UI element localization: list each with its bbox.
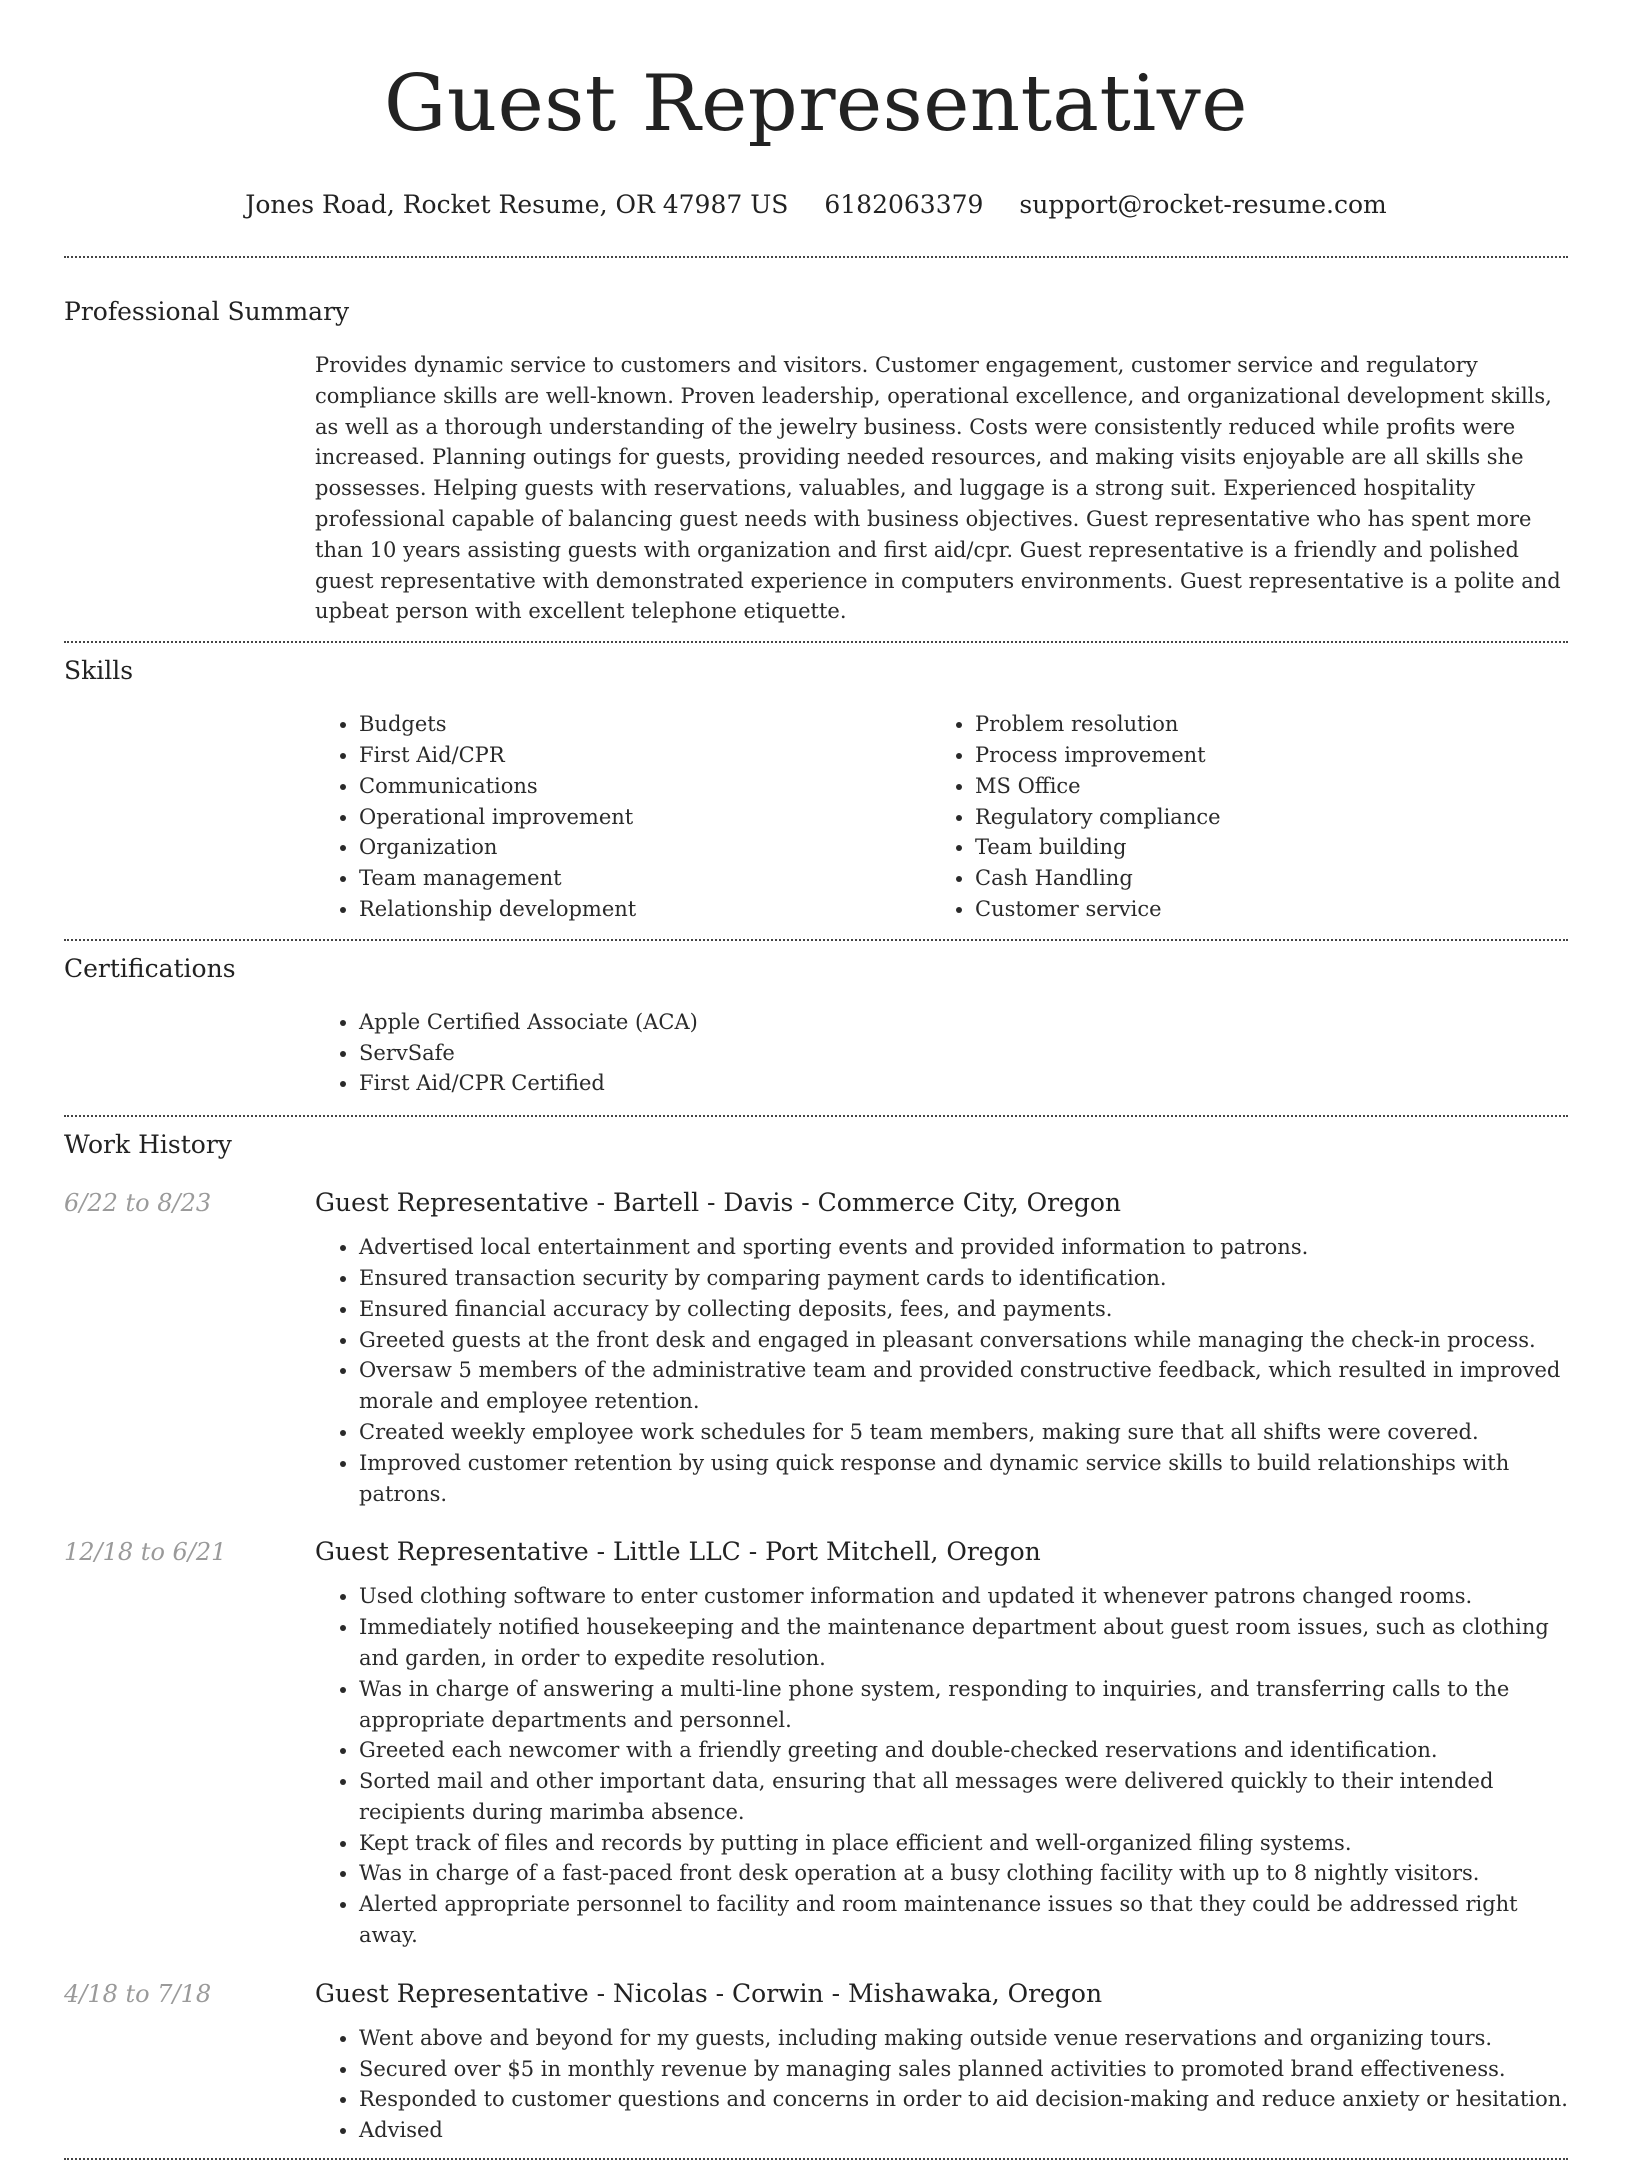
job-details	[315, 1187, 1568, 1509]
list-item: • Secured over $5 in monthly revenue by managing sales planned activities to promoted brand effectiveness.	[359, 2054, 1568, 2085]
contact-phone: 6182063379	[824, 190, 984, 219]
job-title: Guest Representative - Little LLC - Port Mitchell, Oregon	[315, 1537, 1041, 1567]
list-item: • Used clothing software to enter customer information and updated it whenever patrons changed rooms.	[359, 1581, 1568, 1612]
certifications-title: Certifications	[64, 953, 236, 983]
list-item: • Oversaw 5 members of the administrative team and provided constructive feedback, which resulted in improved morale and employee retention.	[359, 1355, 1568, 1417]
list-item: • Advertised local entertainment and sporting events and provided information to patrons.	[359, 1232, 1568, 1263]
job-title: Guest Representative - Nicolas - Corwin - Mishawaka, Oregon	[315, 1978, 1103, 2008]
job-entry	[64, 1978, 1568, 2146]
list-item: • First Aid/CPR Certified	[359, 1068, 1568, 1099]
list-item: • Problem resolution	[975, 709, 1547, 740]
certifications-list	[315, 1007, 1568, 1099]
summary-section	[64, 258, 1568, 627]
list-item: • Team building	[975, 832, 1547, 863]
list-item: • Ensured financial accuracy by collecting deposits, fees, and payments.	[359, 1294, 1568, 1325]
list-item: • Was in charge of a fast-paced front desk operation at a busy clothing facility with up to 8 nightly visitors.	[359, 1858, 1568, 1889]
skills-title: Skills	[64, 656, 134, 686]
list-item: • Organization	[359, 832, 931, 863]
job-details	[315, 1536, 1568, 1951]
list-item: • Process improvement	[975, 740, 1547, 771]
list-item: • Team management	[359, 863, 931, 894]
list-item: • Immediately notified housekeeping and the maintenance department about guest room issues, such as clothing and garden, in order to expedite resolution.	[359, 1612, 1568, 1674]
contact-email: support@rocket-resume.com	[1019, 190, 1387, 219]
job-title: Guest Representative - Bartell - Davis - Commerce City, Oregon	[315, 1188, 1122, 1218]
list-item: • Advised	[359, 2115, 1568, 2146]
job-bullets	[315, 2023, 1568, 2146]
list-item: • Apple Certified Associate (ACA)	[359, 1007, 1568, 1038]
contact-address: Jones Road, Rocket Resume, OR 47987 US	[245, 190, 789, 219]
list-item: • Alerted appropriate personnel to facility and room maintenance issues so that they could be addressed right away.	[359, 1889, 1568, 1951]
list-item: • Went above and beyond for my guests, including making outside venue reservations and organizing tours.	[359, 2023, 1568, 2054]
list-item: • Communications	[359, 771, 931, 802]
work-title: Work History	[64, 1130, 232, 1160]
list-item: • Greeted guests at the front desk and engaged in pleasant conversations while managing the check-in process.	[359, 1325, 1568, 1356]
certifications-body	[315, 1007, 1568, 1099]
list-item: • Responded to customer questions and concerns in order to aid decision-making and reduce anxiety or hesitation.	[359, 2084, 1568, 2115]
skills-list-right	[931, 709, 1547, 925]
list-item: • First Aid/CPR	[359, 740, 931, 771]
list-item: • MS Office	[975, 771, 1547, 802]
job-dates: 6/22 to 8/23	[64, 1189, 212, 1218]
skills-list-left	[315, 709, 931, 925]
job-details	[315, 1978, 1568, 2146]
list-item: • Relationship development	[359, 894, 931, 925]
list-item: • Customer service	[975, 894, 1547, 925]
job-entry	[64, 1187, 1568, 1509]
list-item: • Improved customer retention by using quick response and dynamic service skills to build relationships with patrons.	[359, 1448, 1568, 1510]
summary-text: Provides dynamic service to customers and visitors. Customer engagement, customer service and regulatory compliance skills are well-known. Proven leadership, operational excellence, and organizational development skills, as well as a thorough understanding of the jewelry business. Costs were consistently reduced while profits were increased. Planning outings for guests, providing needed resources, and making visits enjoyable are all skills she possesses. Helping guests with reservations, valuables, and luggage is a strong suit. Experienced hospitality professional capable of balancing guest needs with business objectives. Guest representative who has spent more than 10 years assisting guests with organization and first aid/cpr. Guest representative is a friendly and polished guest representative with demonstrated experience in computers environments. Guest representative is a polite and upbeat person with excellent telephone etiquette.	[315, 353, 1561, 624]
job-entry	[64, 1536, 1568, 1951]
summary-title: Professional Summary	[64, 297, 350, 326]
list-item: • Budgets	[359, 709, 931, 740]
certifications-section	[64, 941, 1568, 1099]
contact-line	[64, 188, 1568, 222]
list-item: • Regulatory compliance	[975, 802, 1547, 833]
job-bullets	[315, 1581, 1568, 1951]
list-item: • Kept track of files and records by putting in place efficient and well-organized filing systems.	[359, 1828, 1568, 1859]
list-item: • ServSafe	[359, 1038, 1568, 1069]
list-item: • Created weekly employee work schedules for 5 team members, making sure that all shifts were covered.	[359, 1417, 1568, 1448]
skills-columns	[315, 709, 1568, 925]
skills-section	[64, 643, 1568, 925]
job-dates: 4/18 to 7/18	[64, 1979, 212, 2008]
work-section	[64, 1117, 1568, 2146]
list-item: • Cash Handling	[975, 863, 1547, 894]
list-item: • Operational improvement	[359, 802, 931, 833]
list-item: • Was in charge of answering a multi-line phone system, responding to inquiries, and transferring calls to the appropriate departments and personnel.	[359, 1674, 1568, 1736]
list-item: • Ensured transaction security by comparing payment cards to identification.	[359, 1263, 1568, 1294]
job-bullets	[315, 1232, 1568, 1509]
list-item: • Greeted each newcomer with a friendly greeting and double-checked reservations and identification.	[359, 1735, 1568, 1766]
candidate-name: Guest Representative	[384, 59, 1248, 149]
list-item: • Sorted mail and other important data, ensuring that all messages were delivered quickly to their intended recipients during marimba absence.	[359, 1766, 1568, 1828]
job-dates: 12/18 to 6/21	[64, 1538, 227, 1567]
